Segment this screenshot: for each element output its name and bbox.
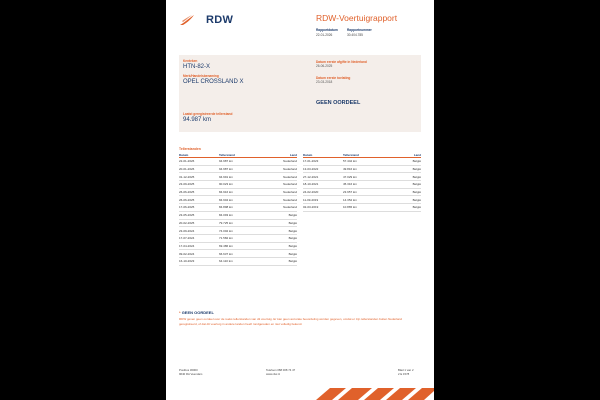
row-reading: 71.582 km <box>219 236 234 241</box>
address-line1: Postbus 30000 <box>179 368 198 372</box>
report-date-value: 22-01-2026 <box>316 33 333 37</box>
header-date: Datum <box>179 152 189 157</box>
row-country: België <box>412 167 421 172</box>
row-date: 22-01-2026 <box>179 159 195 164</box>
row-reading: 10.865 km <box>343 205 358 210</box>
row-date: 17-07-2024 <box>179 236 195 241</box>
odometer-table-left <box>179 152 297 266</box>
row-reading: 94.987 km <box>219 159 234 164</box>
table-row <box>179 181 297 189</box>
table-row <box>179 243 297 251</box>
row-reading: 79.725 km <box>219 220 234 225</box>
plate-field <box>183 59 210 71</box>
table-row <box>303 173 421 181</box>
footnote-title <box>179 310 421 315</box>
footnote-text: RDW geven geen oordeel over de reeks tellerstanden van dit voertuig. Er kan geen accurate beoordeling worden gegeven, omdat er zijn tellerstanden buiten Nederland geregistreerd, of dat dit voertuig in andere landen heeft rondgereden en niet volledig bekend. <box>179 317 402 326</box>
logo-text: RDW <box>206 14 234 26</box>
table-row <box>179 250 297 258</box>
row-date: 26-06-2025 <box>179 197 195 202</box>
website-link[interactable]: www.rdw.nl <box>266 372 280 376</box>
row-date: 16-10-2023 <box>179 259 195 264</box>
table-row <box>303 196 421 204</box>
last-odometer-label: Laatst geregistreerde tellerstand <box>183 112 233 116</box>
odometer-section-title: Tellerstanden <box>179 147 201 151</box>
first-admission-field <box>316 76 350 84</box>
postal-address <box>179 368 202 376</box>
row-country: België <box>412 182 421 187</box>
last-odometer-value: 94.987 km <box>183 117 212 123</box>
row-reading: 23.957 km <box>343 190 358 195</box>
footnote <box>179 310 421 326</box>
row-reading: 66.637 km <box>219 251 234 256</box>
table-row <box>179 235 297 243</box>
first-admission-value: 23-03-2018 <box>316 80 333 84</box>
phone: Telefoon 088 008 74 47 <box>266 368 296 372</box>
row-country: België <box>288 236 297 241</box>
row-country: Nederland <box>283 167 297 172</box>
document-title: RDW-Voertuigrapport <box>316 13 398 23</box>
row-country: België <box>288 228 297 233</box>
first-nl-label: Datum eerste afgifte in Nederland <box>316 60 367 64</box>
row-date: 13-03-2022 <box>303 167 319 172</box>
row-date: 23-09-2025 <box>179 182 195 187</box>
footnote-title-text: GEEN OORDEEL <box>181 310 214 315</box>
odometer-table-right <box>303 152 421 212</box>
odometer-field <box>183 112 232 124</box>
header-reading: Tellerstand <box>343 152 359 157</box>
row-country: België <box>288 259 297 264</box>
row-date: 20-01-2026 <box>179 167 195 172</box>
row-country: België <box>412 159 421 164</box>
report-date-label: Rapportdatum <box>316 28 338 32</box>
row-date: 20-02-2025 <box>179 220 195 225</box>
row-country: België <box>288 243 297 248</box>
row-country: Nederland <box>283 190 297 195</box>
row-reading: 90.023 km <box>219 182 234 187</box>
document-code: 2 E 1578 <box>398 372 410 376</box>
row-reading: 49.816 km <box>343 167 358 172</box>
row-date: 17-06-2025 <box>179 205 195 210</box>
row-country: België <box>288 251 297 256</box>
make-field <box>183 74 243 86</box>
row-country: België <box>412 197 421 202</box>
row-country: Nederland <box>283 197 297 202</box>
row-date: 24-02-2020 <box>303 190 319 195</box>
report-date <box>316 28 338 38</box>
row-country: Nederland <box>283 174 297 179</box>
decorative-stripes-icon <box>316 388 434 400</box>
page-info <box>398 368 414 376</box>
first-nl-field <box>316 60 367 68</box>
rdw-logo-icon <box>179 14 195 26</box>
table-row <box>179 196 297 204</box>
row-reading: 74.002 km <box>219 228 234 233</box>
table-row <box>179 204 297 212</box>
row-country: Nederland <box>283 159 297 164</box>
row-date: 27-12-2021 <box>303 174 319 179</box>
row-country: Nederland <box>283 205 297 210</box>
row-reading: 64.110 km <box>219 259 233 264</box>
row-reading: 84.093 km <box>219 213 234 218</box>
table-row <box>303 204 421 212</box>
row-date: 17-04-2024 <box>179 243 195 248</box>
make-label: Merk/Handelsbenaming <box>183 74 219 78</box>
verdict: GEEN OORDEEL <box>316 100 361 106</box>
row-reading: 14.352 km <box>343 197 358 202</box>
page-number: Blad 1 van 2 <box>398 368 414 372</box>
table-row <box>179 258 297 266</box>
report-number-label: Rapportnummer <box>347 28 372 32</box>
report-page <box>166 0 434 400</box>
row-reading: 69.486 km <box>219 243 234 248</box>
report-number <box>347 28 372 38</box>
table-row <box>179 212 297 220</box>
row-reading: 94.987 km <box>219 167 234 172</box>
table-row <box>303 158 421 166</box>
contact-info <box>266 368 295 376</box>
table-row <box>179 158 297 166</box>
header-country: Land <box>413 152 421 157</box>
row-date: 23-09-2024 <box>179 228 195 233</box>
report-number-value: 30.404.785 <box>347 33 363 37</box>
row-reading: 57.442 km <box>343 159 358 164</box>
row-reading: 84.898 km <box>219 205 234 210</box>
table-row <box>179 173 297 181</box>
make-value: OPEL CROSSLAND X <box>183 79 244 85</box>
address-line2: 9640 RA Veendam <box>179 372 203 376</box>
row-date: 17-01-2023 <box>303 159 319 164</box>
table-row <box>179 166 297 174</box>
table-row <box>179 227 297 235</box>
row-reading: 84.916 km <box>219 190 234 195</box>
row-date: 23-05-2025 <box>179 213 195 218</box>
row-date: 02-03-2019 <box>303 205 319 210</box>
row-country: België <box>412 205 421 210</box>
table-row <box>179 189 297 197</box>
header-date: Datum <box>303 152 313 157</box>
row-reading: 94.991 km <box>219 174 234 179</box>
row-date: 18-10-2021 <box>303 182 319 187</box>
row-reading: 47.029 km <box>343 174 358 179</box>
row-date: 31-12-2025 <box>179 174 195 179</box>
footnote-asterisk: * <box>179 310 181 315</box>
header-reading: Tellerstand <box>219 152 235 157</box>
table-row <box>179 220 297 228</box>
row-country: België <box>412 174 421 179</box>
row-date: 09-02-2024 <box>179 251 195 256</box>
plate-label: Kenteken <box>183 59 198 63</box>
plate-value: HTN-82-X <box>183 64 211 70</box>
row-date: 11-09-2019 <box>303 197 319 202</box>
table-row <box>303 189 421 197</box>
first-nl-value: 26-06-2025 <box>316 64 333 68</box>
header-country: Land <box>289 152 297 157</box>
table-row <box>303 166 421 174</box>
row-reading: 84.904 km <box>219 197 234 202</box>
row-country: België <box>288 220 297 225</box>
row-country: België <box>412 190 421 195</box>
row-reading: 45.316 km <box>343 182 358 187</box>
row-date: 26-06-2025 <box>179 190 195 195</box>
row-country: Nederland <box>283 182 297 187</box>
first-admission-label: Datum eerste toelating <box>316 76 351 80</box>
row-country: België <box>288 213 297 218</box>
table-row <box>303 181 421 189</box>
